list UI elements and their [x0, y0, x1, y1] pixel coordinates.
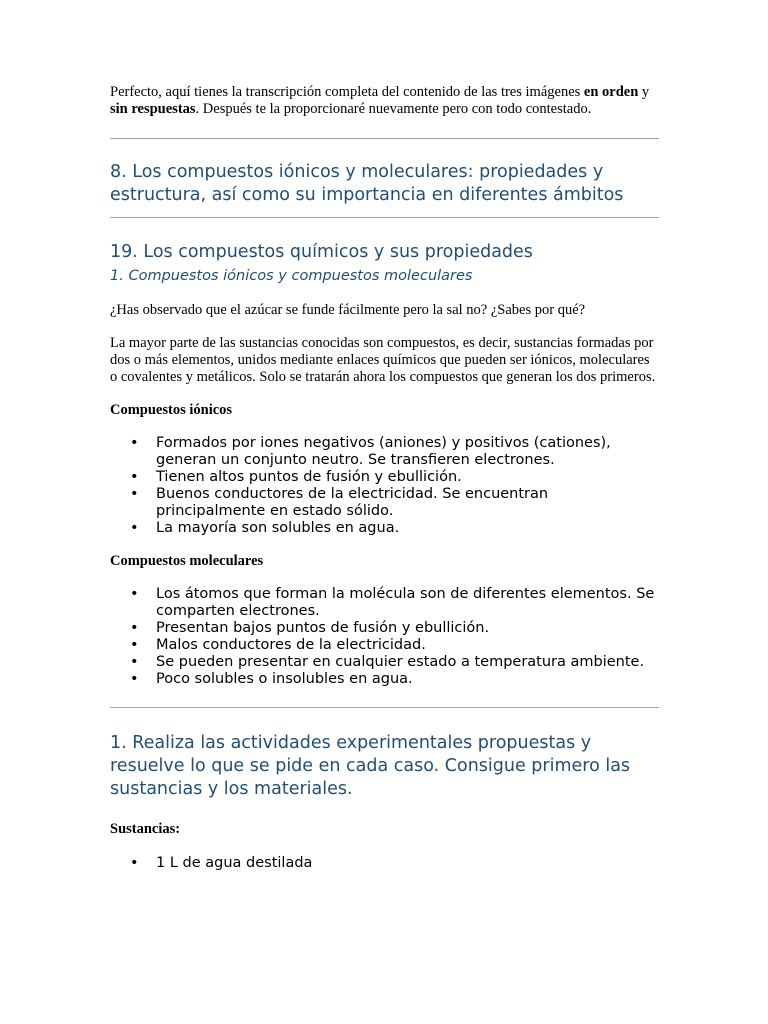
activity-title: 1. Realiza las actividades experimentales propuestas y resuelve lo que se pide en cada caso. Consigue primero las sustancias y los materiales. [110, 733, 631, 799]
intro-bold-1: en orden [583, 84, 639, 100]
section-19-title: 19. Los compuestos químicos y sus propiedades [110, 242, 533, 262]
bullet-icon: • [130, 486, 139, 502]
bullet-icon: • [130, 620, 139, 636]
divider-2 [110, 217, 659, 218]
question-paragraph: ¿Has observado que el azúcar se funde fácilmente pero la sal no? ¿Sabes por qué? [110, 302, 586, 318]
bullet-icon: • [130, 435, 139, 451]
intro-text-3: . Después te la proporcionaré nuevamente pero con todo contestado. [195, 101, 592, 117]
list-item: • 1 L de agua destilada [130, 855, 313, 871]
substances-list [110, 855, 659, 872]
list-item: • Se pueden presentar en cualquier estado a temperatura ambiente. [130, 654, 645, 670]
list-item: • Buenos conductores de la electricidad. Se encuentran principalmente en estado sólido. [130, 486, 549, 519]
list-item: • La mayoría son solubles en agua. [130, 520, 400, 536]
list-item: • Los átomos que forman la molécula son de diferentes elementos. Se comparten electrones. [130, 586, 655, 619]
bullet-icon: • [130, 586, 139, 602]
intro-paragraph [110, 84, 659, 118]
bullet-icon: • [130, 855, 139, 871]
divider-1 [110, 138, 659, 139]
list-item: • Tienen altos puntos de fusión y ebullición. [130, 469, 462, 485]
bullet-icon: • [130, 637, 139, 653]
molecular-list [110, 586, 659, 688]
substances-heading: Sustancias: [110, 821, 181, 837]
bullet-icon: • [130, 469, 139, 485]
list-item: • Poco solubles o insolubles en agua. [130, 671, 413, 687]
ionic-list [110, 435, 659, 537]
intro-text-2: y [638, 84, 650, 100]
intro-compounds-paragraph: La mayor parte de las sustancias conocidas son compuestos, es decir, sustancias formadas por dos o más elementos, unidos mediante enlaces químicos que pueden ser iónicos, moleculares o covalentes y metálicos. Solo se tratarán ahora los compuestos que generan los dos primeros. [110, 335, 656, 385]
document-page [110, 84, 659, 872]
ionic-heading: Compuestos iónicos [110, 402, 233, 418]
list-item: • Malos conductores de la electricidad. [130, 637, 426, 653]
intro-bold-2: sin respuestas [110, 101, 196, 117]
bullet-icon: • [130, 520, 139, 536]
bullet-icon: • [130, 671, 139, 687]
section-19-subtitle: 1. Compuestos iónicos y compuestos moleculares [110, 268, 473, 284]
intro-text-1: Perfecto, aquí tienes la transcripción completa del contenido de las tres imágenes [110, 84, 584, 100]
list-item: • Presentan bajos puntos de fusión y ebullición. [130, 620, 490, 636]
bullet-icon: • [130, 654, 139, 670]
list-item: • Formados por iones negativos (aniones) y positivos (cationes), generan un conjunto neutro. Se transfieren electrones. [130, 435, 611, 468]
molecular-heading: Compuestos moleculares [110, 553, 264, 569]
divider-3 [110, 707, 659, 708]
section-8-title: 8. Los compuestos iónicos y moleculares: propiedades y estructura, así como su importancia en diferentes ámbitos [110, 162, 624, 205]
